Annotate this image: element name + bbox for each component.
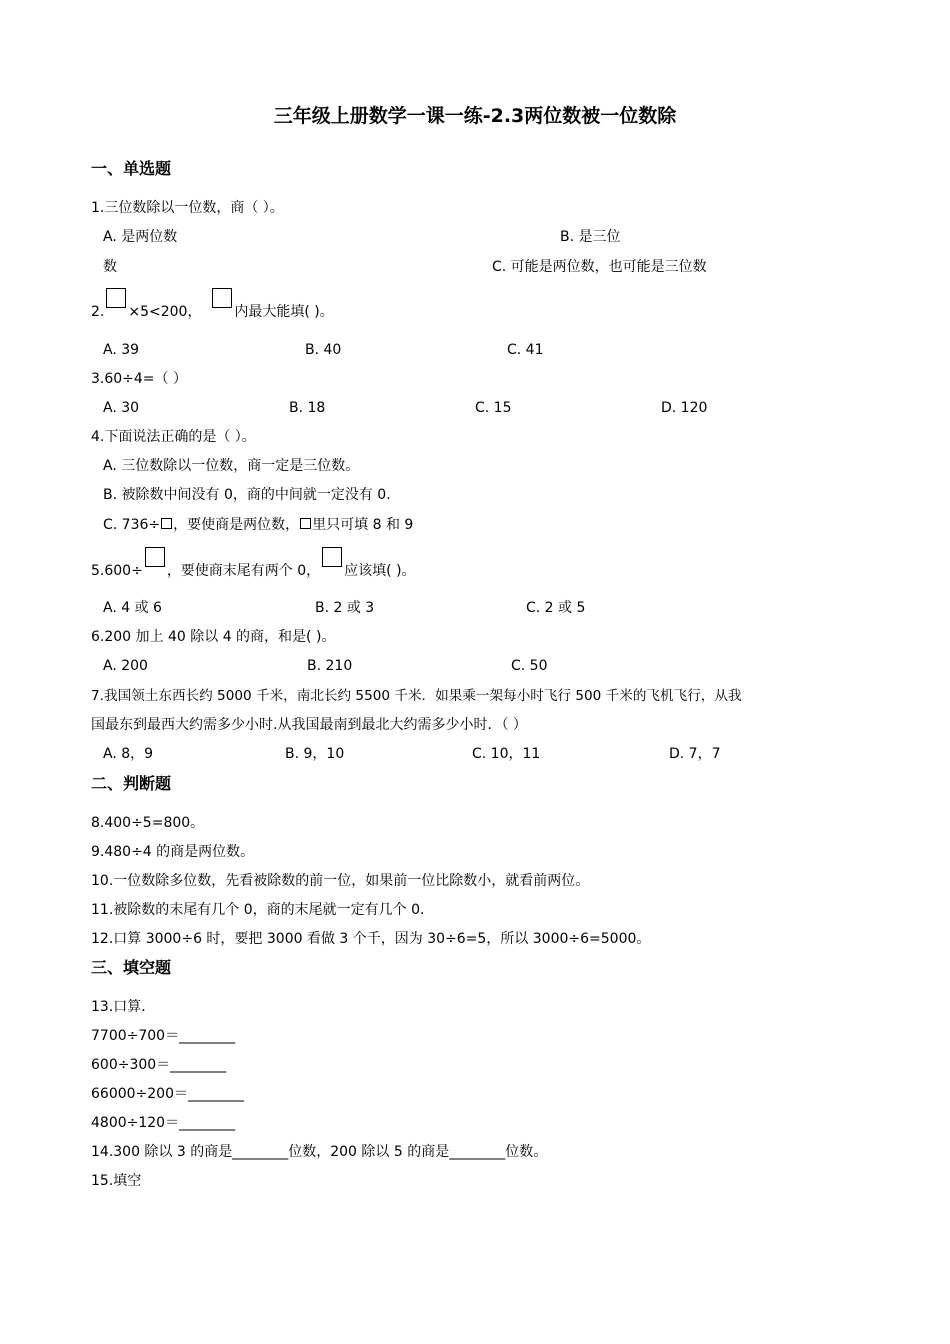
- oral-calc-item: 66000÷200＝________: [91, 1086, 244, 1102]
- question-7-option-c: C. 10，11: [472, 746, 541, 762]
- question-2-option-b: B. 40: [305, 342, 342, 358]
- question-5-suffix: 应该填( )。: [344, 563, 416, 579]
- question-2-option-a: A. 39: [103, 342, 140, 358]
- section-heading-single-choice: 一、单选题: [91, 159, 172, 178]
- judge-item: 8.400÷5=800。: [91, 815, 205, 831]
- question-6-stem: 6.200 加上 40 除以 4 的商，和是( )。: [91, 629, 336, 645]
- question-13-stem: 13.口算．: [91, 999, 156, 1015]
- judge-item: 12.口算 3000÷6 时，要把 3000 看做 3 个千，因为 30÷6=5，所以 3000÷6=5000。: [91, 931, 651, 947]
- question-14-stem: 14.300 除以 3 的商是________位数，200 除以 5 的商是________位数。: [91, 1144, 548, 1160]
- blank-box-icon: [322, 547, 342, 567]
- question-2-suffix: 内最大能填( )。: [234, 304, 334, 320]
- question-4-option-a: A. 三位数除以一位数，商一定是三位数。: [103, 458, 360, 474]
- question-5-option-a: A. 4 或 6: [103, 600, 162, 616]
- question-3-option-c: C. 15: [475, 400, 512, 416]
- question-2-middle: ×5<200，: [128, 304, 202, 320]
- blank-box-icon: [212, 288, 232, 308]
- question-4-option-c-suffix: 里只可填 8 和 9: [312, 517, 414, 533]
- page-title: 三年级上册数学一课一练-2.3两位数被一位数除: [273, 105, 677, 127]
- question-4-option-c-middle: ，要使商是两位数，: [173, 517, 300, 533]
- oral-calc-item: 7700÷700＝________: [91, 1028, 236, 1044]
- question-7-option-d: D. 7，7: [669, 746, 721, 762]
- question-4-option-b: B. 被除数中间没有 0，商的中间就一定没有 0.: [103, 487, 391, 503]
- question-15-stem: 15.填空: [91, 1173, 142, 1189]
- question-5-stem: [91, 557, 416, 581]
- section-heading-fill-in: 三、填空题: [91, 958, 172, 977]
- question-5-option-b: B. 2 或 3: [315, 600, 375, 616]
- question-3-option-b: B. 18: [289, 400, 326, 416]
- question-5-prefix: 5.600÷: [91, 563, 143, 579]
- small-box-icon: [161, 518, 172, 529]
- question-6-option-b: B. 210: [307, 658, 353, 674]
- question-6-option-a: A. 200: [103, 658, 148, 674]
- judge-item: 11.被除数的末尾有几个 0，商的末尾就一定有几个 0．: [91, 902, 434, 918]
- question-2-prefix: 2.: [91, 304, 105, 320]
- question-3-stem: 3.60÷4=（ ）: [91, 371, 187, 387]
- blank-box-icon: [106, 288, 126, 308]
- blank-box-icon: [145, 547, 165, 567]
- question-4-option-c-prefix: C. 736÷: [103, 517, 161, 533]
- question-4-option-c: [103, 515, 413, 535]
- question-3-option-d: D. 120: [661, 400, 708, 416]
- question-1-option-c: C. 可能是两位数，也可能是三位数: [492, 259, 707, 275]
- section-heading-true-false: 二、判断题: [91, 774, 172, 793]
- question-2-option-c: C. 41: [507, 342, 544, 358]
- question-2-stem: [91, 298, 334, 322]
- question-1-option-b: B. 是三位: [560, 229, 621, 245]
- judge-item: 9.480÷4 的商是两位数。: [91, 844, 255, 860]
- question-1-stem: 1.三位数除以一位数，商（ ）。: [91, 200, 284, 216]
- question-5-option-c: C. 2 或 5: [526, 600, 586, 616]
- question-1-option-b-continued: 数: [103, 259, 117, 275]
- question-4-stem: 4.下面说法正确的是（ ）。: [91, 429, 256, 445]
- question-5-middle: ，要使商末尾有两个 0，: [166, 563, 321, 579]
- question-7-option-a: A. 8，9: [103, 746, 154, 762]
- question-3-option-a: A. 30: [103, 400, 140, 416]
- small-box-icon: [300, 518, 311, 529]
- question-1-option-a: A. 是两位数: [103, 229, 178, 245]
- question-7-line-2: 国最东到最西大约需多少小时.从我国最南到最北大约需多少小时．（ ）: [91, 717, 527, 733]
- oral-calc-item: 4800÷120＝________: [91, 1115, 236, 1131]
- judge-item: 10.一位数除多位数，先看被除数的前一位，如果前一位比除数小，就看前两位。: [91, 873, 590, 889]
- question-6-option-c: C. 50: [511, 658, 548, 674]
- question-7-option-b: B. 9，10: [285, 746, 345, 762]
- oral-calc-item: 600÷300＝________: [91, 1057, 227, 1073]
- question-7-line-1: 7.我国领土东西长约 5000 千米，南北长约 5500 千米．如果乘一架每小时飞行 500 千米的飞机飞行，从我: [91, 688, 742, 704]
